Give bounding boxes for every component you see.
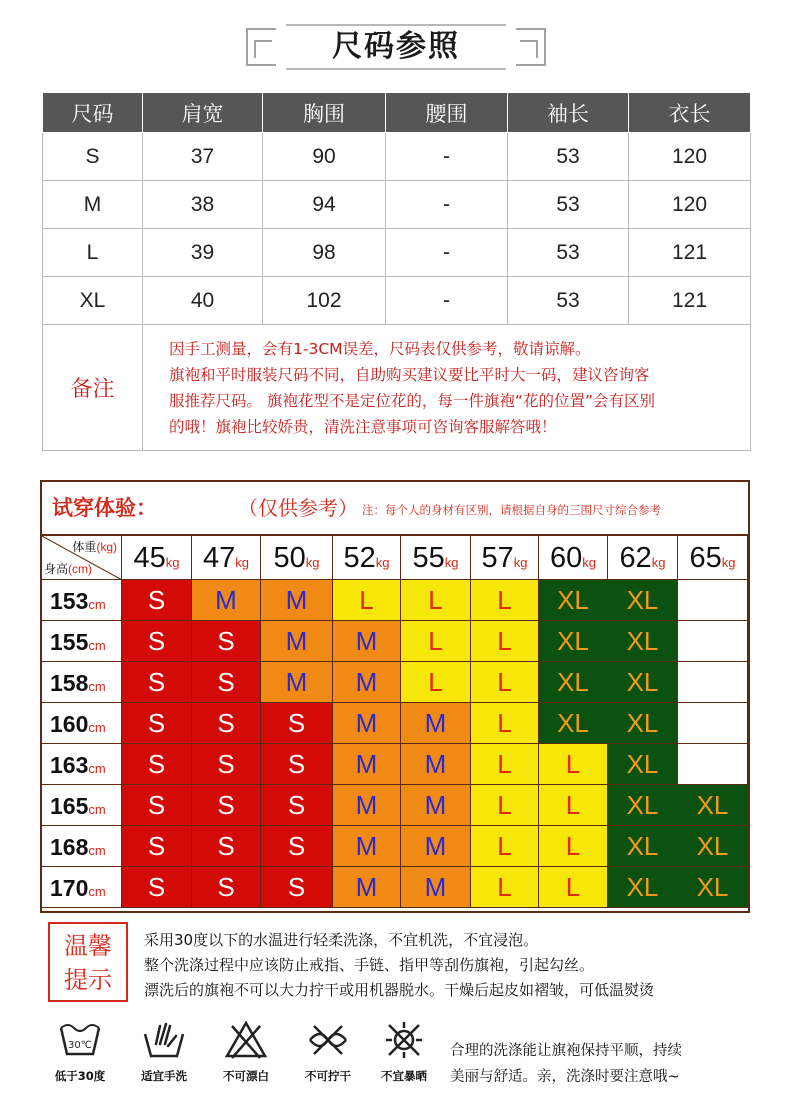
- size-cell: M: [333, 867, 401, 908]
- care-note-line: 合理的洗涤能让旗袍保持平顺，持续: [450, 1043, 682, 1059]
- height-value: 155: [50, 629, 89, 655]
- weight-unit: kg: [375, 555, 390, 570]
- size-cell: M: [401, 744, 471, 785]
- size-cell: S: [192, 662, 261, 703]
- table-cell: 121: [629, 229, 751, 277]
- size-cell: S: [261, 867, 333, 908]
- try-on-subtitle: （仅供参考）: [238, 496, 358, 520]
- height-value: 163: [50, 752, 89, 778]
- table-cell: 53: [508, 181, 629, 229]
- care-note: [450, 1038, 682, 1090]
- height-header: [42, 580, 122, 621]
- size-cell: [678, 621, 748, 662]
- size-cell: XL: [539, 703, 608, 744]
- table-row: [43, 181, 751, 229]
- no-sun-icon: [382, 1020, 426, 1060]
- note-row: [43, 325, 751, 451]
- corner-weight-unit: (kg): [96, 540, 117, 554]
- table-cell: 53: [508, 229, 629, 277]
- size-cell: L: [471, 662, 539, 703]
- height-header: [42, 744, 122, 785]
- note-line: 的哦！旗袍比较娇贵，清洗注意事项可咨询客服解答哦！: [169, 417, 557, 436]
- weight-value: 60: [550, 542, 583, 574]
- note-line: 服推荐尺码。 旗袍花型不是定位花的，每一件旗袍“花的位置”会有区别: [169, 391, 655, 410]
- size-cell: S: [192, 867, 261, 908]
- weight-header: [539, 536, 608, 580]
- care-item: [40, 1020, 120, 1084]
- size-cell: XL: [608, 826, 678, 867]
- size-cell: M: [192, 580, 261, 621]
- table-cell: 98: [263, 229, 386, 277]
- weight-unit: kg: [235, 555, 249, 570]
- care-note-line: 美丽与舒适。亲，洗涤时要注意哦~: [450, 1069, 680, 1085]
- header-cell: 尺码: [43, 93, 143, 133]
- page-title: 尺码参照: [286, 24, 506, 70]
- try-on-title: 试穿体验：: [52, 495, 157, 520]
- size-cell: S: [192, 703, 261, 744]
- height-header: [42, 662, 122, 703]
- tip-line: 漂洗后的旗袍不可以大力拧干或用机器脱水。干燥后起皮如褶皱，可低温熨烫: [144, 981, 655, 999]
- no-wring-icon: [306, 1020, 350, 1060]
- weight-value: 50: [273, 542, 306, 574]
- care-item: [124, 1020, 204, 1084]
- size-cell: XL: [539, 580, 608, 621]
- table-cell: 38: [143, 181, 263, 229]
- corner-weight-text: 体重: [72, 540, 97, 554]
- size-cell: [678, 662, 748, 703]
- care-label: 不可拧干: [305, 1069, 351, 1083]
- table-cell: 39: [143, 229, 263, 277]
- table-row: [43, 277, 751, 325]
- table-cell: S: [43, 133, 143, 181]
- table-cell: -: [386, 133, 508, 181]
- care-label: 不宜暴晒: [381, 1069, 427, 1083]
- size-cell: L: [401, 580, 471, 621]
- tips-label-line: 提示: [64, 966, 112, 994]
- size-cell: L: [471, 826, 539, 867]
- size-cell: [678, 744, 748, 785]
- height-unit: cm: [88, 720, 106, 735]
- size-cell: XL: [608, 785, 678, 826]
- size-cell: XL: [678, 867, 748, 908]
- size-cell: L: [471, 621, 539, 662]
- try-on-chart: [40, 480, 750, 913]
- size-cell: M: [333, 744, 401, 785]
- height-unit: cm: [88, 638, 106, 653]
- tips-label-line: 温馨: [64, 932, 112, 960]
- size-cell: S: [261, 826, 333, 867]
- grid-corner: [42, 536, 122, 580]
- height-value: 160: [50, 711, 89, 737]
- size-cell: M: [261, 621, 333, 662]
- size-cell: S: [122, 867, 192, 908]
- height-unit: cm: [88, 802, 106, 817]
- height-value: 168: [50, 834, 89, 860]
- size-cell: S: [192, 621, 261, 662]
- height-header: [42, 785, 122, 826]
- weight-value: 62: [619, 542, 652, 574]
- size-cell: M: [401, 826, 471, 867]
- weight-header: [261, 536, 333, 580]
- weight-header: [192, 536, 261, 580]
- weight-value: 55: [412, 542, 445, 574]
- height-value: 170: [50, 875, 89, 901]
- corner-height-text: 身高: [44, 562, 69, 576]
- weight-header: [122, 536, 192, 580]
- size-cell: [678, 703, 748, 744]
- size-cell: M: [261, 662, 333, 703]
- size-cell: L: [401, 621, 471, 662]
- size-cell: S: [122, 662, 192, 703]
- size-cell: L: [333, 580, 401, 621]
- table-cell: 120: [629, 133, 751, 181]
- size-cell: XL: [608, 744, 678, 785]
- height-header: [42, 703, 122, 744]
- table-cell: 102: [263, 277, 386, 325]
- weight-value: 57: [481, 542, 514, 574]
- table-cell: -: [386, 181, 508, 229]
- height-unit: cm: [88, 597, 106, 612]
- weight-unit: kg: [582, 555, 596, 570]
- height-value: 158: [50, 670, 89, 696]
- weight-unit: kg: [513, 555, 528, 570]
- table-cell: -: [386, 277, 508, 325]
- weight-value: 45: [133, 542, 166, 574]
- size-cell: M: [333, 662, 401, 703]
- size-cell: M: [401, 867, 471, 908]
- try-on-header: [42, 482, 748, 536]
- table-cell: -: [386, 229, 508, 277]
- size-cell: [678, 580, 748, 621]
- size-cell: S: [192, 785, 261, 826]
- size-cell: L: [401, 662, 471, 703]
- size-cell: L: [471, 867, 539, 908]
- size-cell: L: [471, 580, 539, 621]
- care-item: [288, 1020, 368, 1084]
- table-cell: 53: [508, 277, 629, 325]
- size-cell: XL: [678, 826, 748, 867]
- table-row: [43, 229, 751, 277]
- weight-unit: kg: [444, 555, 459, 570]
- weight-unit: kg: [721, 555, 736, 570]
- table-cell: 90: [263, 133, 386, 181]
- table-cell: 37: [143, 133, 263, 181]
- height-unit: cm: [88, 679, 106, 694]
- size-cell: L: [539, 744, 608, 785]
- height-unit: cm: [88, 884, 106, 899]
- height-header: [42, 867, 122, 908]
- header-cell: 胸围: [263, 93, 386, 133]
- size-cell: XL: [608, 703, 678, 744]
- weight-header: [471, 536, 539, 580]
- size-cell: L: [471, 744, 539, 785]
- size-cell: M: [401, 703, 471, 744]
- table-cell: M: [43, 181, 143, 229]
- size-cell: XL: [678, 785, 748, 826]
- note-line: 旗袍和平时服装尺码不同，自助购买建议要比平时大一码，建议咨询客: [169, 365, 650, 384]
- tip-line: 采用30度以下的水温进行轻柔洗涤，不宜机洗，不宜浸泡。: [144, 931, 539, 949]
- size-cell: M: [333, 785, 401, 826]
- height-header: [42, 826, 122, 867]
- try-on-note: 注：每个人的身材有区别，请根据自身的三围尺寸综合参考: [362, 503, 661, 517]
- hand-wash-icon: [142, 1020, 186, 1060]
- note-text: [143, 325, 751, 451]
- table-cell: 94: [263, 181, 386, 229]
- note-label: 备注: [43, 325, 143, 451]
- weight-header: [333, 536, 401, 580]
- table-cell: L: [43, 229, 143, 277]
- tip-line: 整个洗涤过程中应该防止戒指、手链、指甲等刮伤旗袍，引起勾丝。: [144, 956, 595, 974]
- tips-text: [144, 928, 654, 1003]
- size-cell: XL: [608, 867, 678, 908]
- wash-30-icon: [58, 1020, 102, 1060]
- weight-unit: kg: [305, 555, 320, 570]
- weight-value: 47: [203, 542, 236, 574]
- tips-label: [48, 922, 128, 1002]
- title-ornament-right: [516, 28, 546, 66]
- no-bleach-icon: [224, 1020, 268, 1060]
- size-cell: M: [333, 703, 401, 744]
- corner-weight-label: [72, 538, 117, 555]
- table-cell: 120: [629, 181, 751, 229]
- care-item: [364, 1020, 444, 1084]
- size-cell: S: [261, 744, 333, 785]
- weight-header: [608, 536, 678, 580]
- height-header: [42, 621, 122, 662]
- table-cell: XL: [43, 277, 143, 325]
- height-unit: cm: [88, 843, 106, 858]
- size-cell: L: [471, 703, 539, 744]
- size-cell: L: [471, 785, 539, 826]
- care-label: 低于30度: [54, 1069, 106, 1083]
- height-unit: cm: [88, 761, 106, 776]
- size-cell: S: [122, 580, 192, 621]
- weight-value: 52: [343, 542, 376, 574]
- header-cell: 衣长: [629, 93, 751, 133]
- care-label: 适宜手洗: [141, 1069, 187, 1083]
- size-cell: XL: [539, 621, 608, 662]
- note-line: 因手工测量，会有1-3CM误差，尺码表仅供参考，敬请谅解。: [169, 339, 591, 358]
- header-cell: 肩宽: [143, 93, 263, 133]
- size-cell: M: [333, 826, 401, 867]
- size-cell: S: [122, 621, 192, 662]
- table-cell: 121: [629, 277, 751, 325]
- size-cell: L: [539, 826, 608, 867]
- weight-unit: kg: [651, 555, 666, 570]
- size-cell: S: [122, 744, 192, 785]
- care-item: [206, 1020, 286, 1084]
- size-cell: L: [539, 867, 608, 908]
- care-label: 不可漂白: [223, 1069, 269, 1083]
- height-value: 165: [50, 793, 89, 819]
- size-cell: S: [192, 826, 261, 867]
- size-cell: XL: [539, 662, 608, 703]
- size-cell: XL: [608, 621, 678, 662]
- size-cell: S: [122, 703, 192, 744]
- title-banner: [246, 20, 546, 72]
- size-cell: XL: [608, 662, 678, 703]
- size-cell: L: [539, 785, 608, 826]
- weight-unit: kg: [165, 555, 180, 570]
- header-cell: 袖长: [508, 93, 629, 133]
- table-cell: 40: [143, 277, 263, 325]
- table-cell: 53: [508, 133, 629, 181]
- height-value: 153: [50, 588, 89, 614]
- title-ornament-left: [246, 28, 276, 66]
- size-table: [42, 92, 751, 451]
- corner-height-unit: (cm): [68, 562, 93, 576]
- header-cell: 腰围: [386, 93, 508, 133]
- size-cell: S: [122, 785, 192, 826]
- size-cell: M: [333, 621, 401, 662]
- size-cell: S: [261, 785, 333, 826]
- size-cell: M: [401, 785, 471, 826]
- size-cell: S: [261, 703, 333, 744]
- weight-header: [678, 536, 748, 580]
- wash-temp-text: 30℃: [68, 1040, 92, 1051]
- size-table-header: [43, 93, 751, 133]
- size-cell: XL: [608, 580, 678, 621]
- corner-height-label: [44, 560, 92, 577]
- table-row: [43, 133, 751, 181]
- size-cell: S: [192, 744, 261, 785]
- weight-value: 65: [689, 542, 722, 574]
- size-cell: S: [122, 826, 192, 867]
- weight-header: [401, 536, 471, 580]
- size-cell: M: [261, 580, 333, 621]
